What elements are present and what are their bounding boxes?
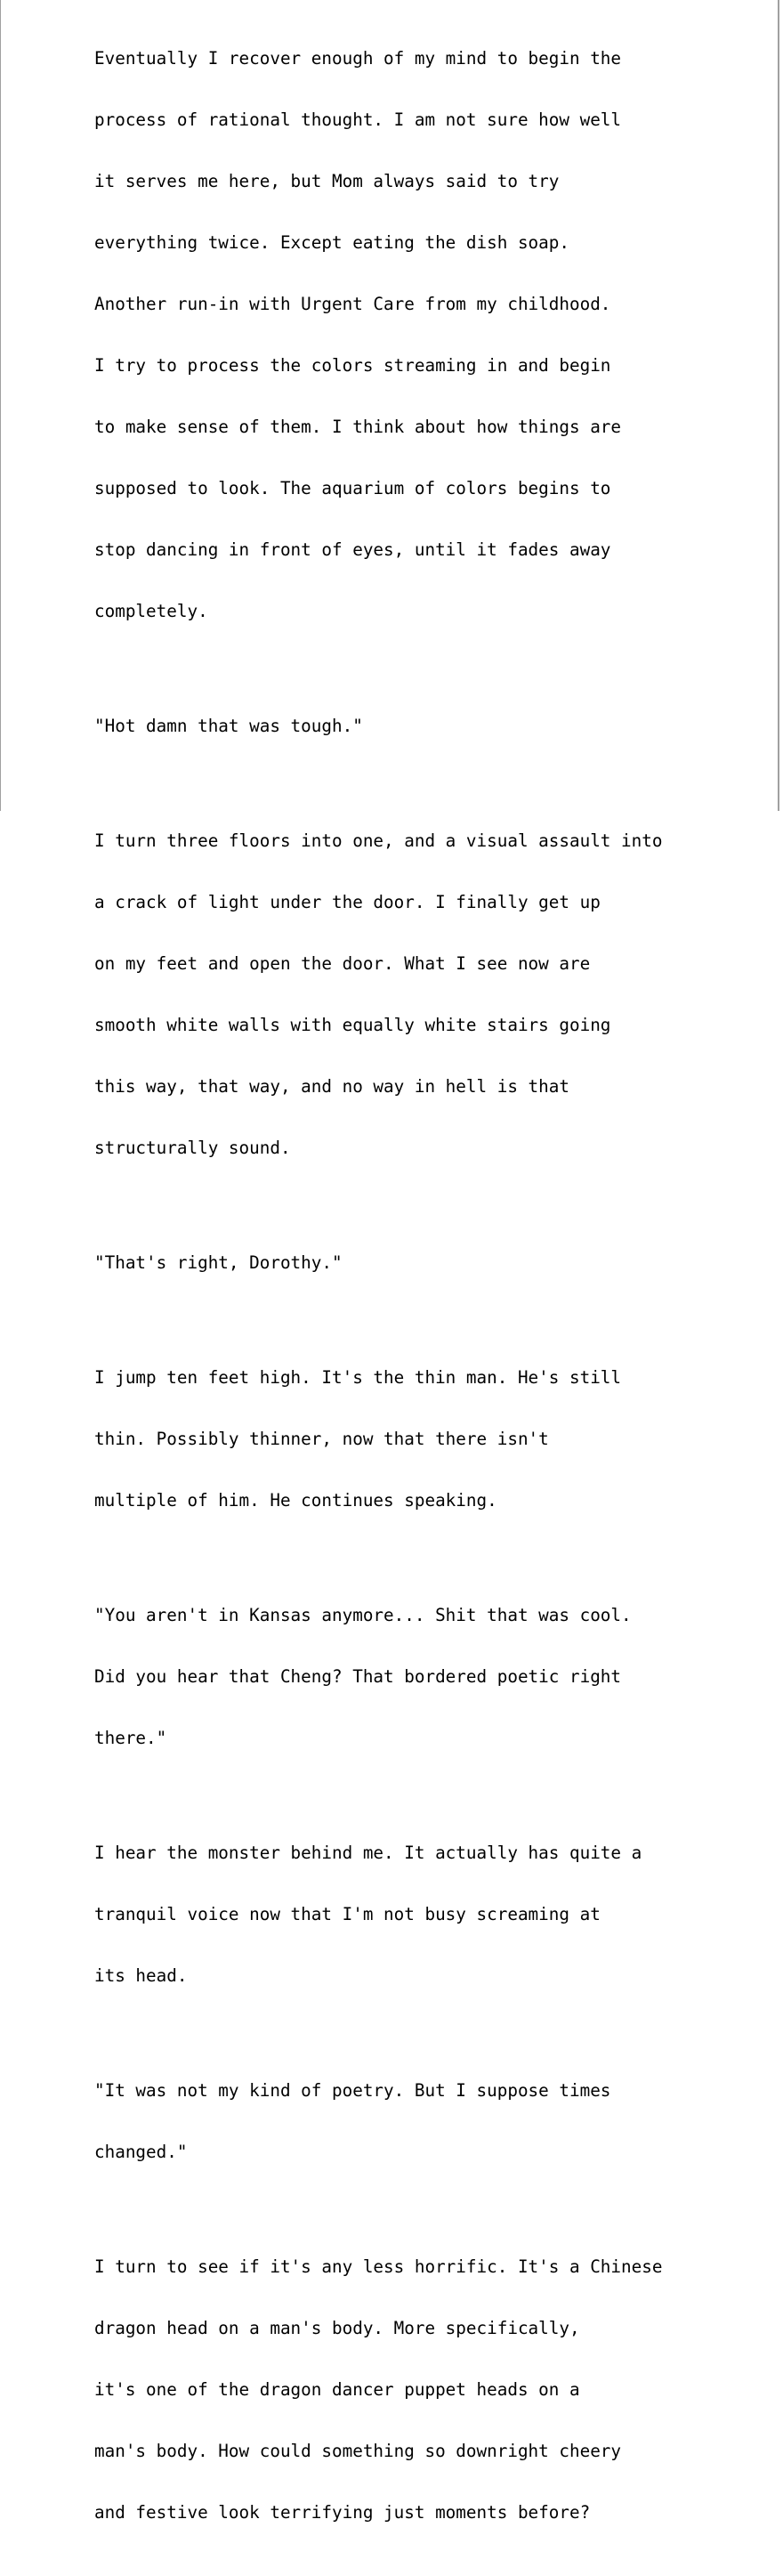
text-line: I turn three floors into one, and a visual assault into (94, 830, 663, 851)
text-line: there." (94, 1728, 167, 1748)
text-line: on my feet and open the door. What I see now are (94, 953, 591, 974)
text-line: I hear the monster behind me. It actually has quite a (94, 1843, 642, 1863)
text-line: Eventually I recover enough of my mind to begin the (94, 48, 622, 69)
text-line: "You aren't in Kansas anymore... Shit that was cool. (94, 1605, 632, 1625)
text-line: it's one of the dragon dancer puppet heads on a (94, 2379, 580, 2400)
text-line: "That's right, Dorothy." (94, 1252, 343, 1273)
text-line: everything twice. Except eating the dish soap. (94, 232, 569, 253)
paragraph (94, 1326, 717, 1551)
text-line: changed." (94, 2142, 188, 2162)
text-line: smooth white walls with equally white stairs going (94, 1015, 611, 1035)
paragraph (94, 1564, 717, 1789)
text-line: a crack of light under the door. I finally get up (94, 892, 601, 912)
text-line: dragon head on a man's body. More specifically, (94, 2318, 580, 2338)
text-line: "It was not my kind of poetry. But I suppose times (94, 2080, 611, 2101)
text-line: structurally sound. (94, 1138, 291, 1158)
paragraph (94, 790, 717, 1199)
document-body (94, 7, 717, 2576)
text-line: and festive look terrifying just moments before? (94, 2502, 591, 2523)
text-line: I turn to see if it's any less horrific. It's a Chinese (94, 2256, 663, 2277)
text-line: Another run-in with Urgent Care from my childhood. (94, 294, 611, 314)
paragraph (94, 7, 717, 662)
paragraph (94, 675, 717, 777)
text-line: man's body. How could something so downright cheery (94, 2441, 622, 2461)
text-line: completely. (94, 601, 208, 621)
text-line: multiple of him. He continues speaking. (94, 1490, 497, 1511)
text-line: thin. Possibly thinner, now that there isn't (94, 1429, 549, 1449)
text-line: I try to process the colors streaming in and begin (94, 355, 611, 376)
text-line: "Hot damn that was tough." (94, 716, 363, 736)
text-line: it serves me here, but Mom always said to try (94, 171, 560, 191)
paragraph (94, 1211, 717, 1314)
text-line: this way, that way, and no way in hell is that (94, 1076, 569, 1097)
text-line: process of rational thought. I am not sure how well (94, 109, 622, 130)
text-line: its head. (94, 1965, 188, 1986)
paragraph (94, 1802, 717, 2027)
text-line: tranquil voice now that I'm not busy screaming at (94, 1904, 601, 1924)
text-line: I jump ten feet high. It's the thin man. He's still (94, 1367, 622, 1388)
paragraph (94, 2039, 717, 2203)
paragraph (94, 2216, 717, 2564)
text-line: to make sense of them. I think about how things are (94, 417, 622, 437)
text-line: supposed to look. The aquarium of colors begins to (94, 478, 611, 498)
text-line: Did you hear that Cheng? That bordered poetic right (94, 1666, 622, 1687)
text-line: stop dancing in front of eyes, until it fades away (94, 539, 611, 560)
